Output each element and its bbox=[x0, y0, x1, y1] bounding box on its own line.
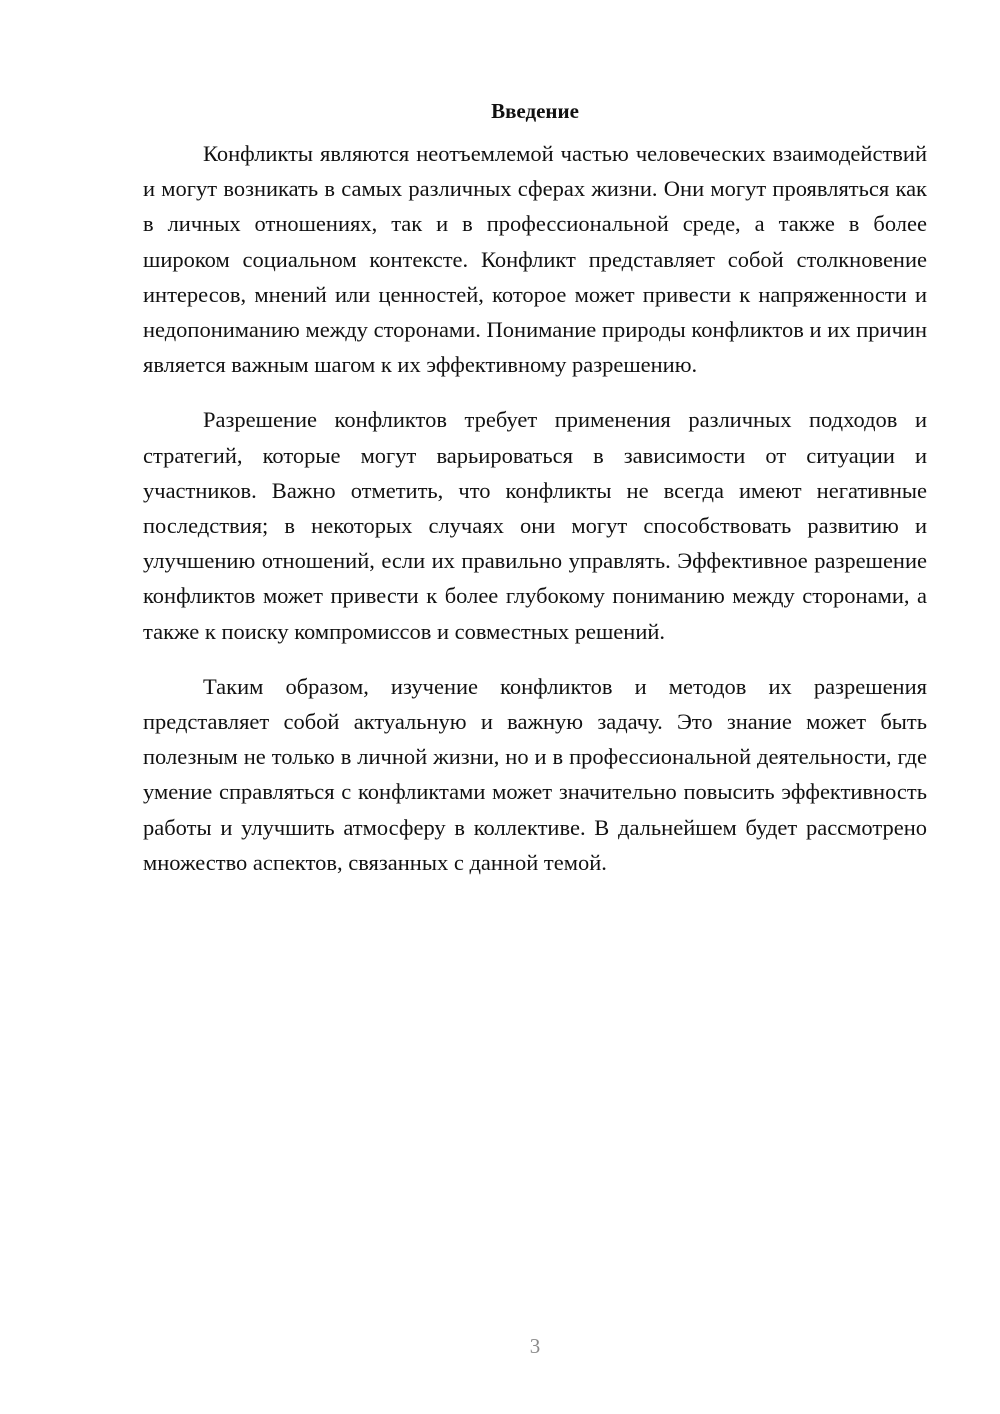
page-content bbox=[143, 96, 927, 900]
paragraph-2: Разрешение конфликтов требует применения различных подходов и стратегий, которые могут варьироваться в зависимости от ситуации и участников. Важно отметить, что конфликты не всегда имеют негативные последствия; в некоторых случаях они могут способствовать развитию и улучшению отношений, если их правильно управлять. Эффективное разрешение конфликтов может привести к более глубокому пониманию между сторонами, а также к поиску компромиссов и совместных решений. bbox=[143, 407, 927, 644]
paragraph-1: Конфликты являются неотъемлемой частью человеческих взаимодействий и могут возникать в самых различных сферах жизни. Они могут проявляться как в личных отношениях, так и в профессиональной среде, а также в более широком социальном контексте. Конфликт представляет собой столкновение интересов, мнений или ценностей, которое может привести к напряженности и недопониманию между сторонами. Понимание природы конфликтов и их причин является важным шагом к их эффективному разрешению. bbox=[143, 141, 927, 378]
page-number: 3 bbox=[529, 1334, 541, 1358]
page-title: Введение bbox=[491, 99, 579, 123]
paragraph-3: Таким образом, изучение конфликтов и методов их разрешения представляет собой актуальную и важную задачу. Это знание может быть полезным не только в личной жизни, но и в профессиональной деятельности, где умение справляться с конфликтами может значительно повысить эффективность работы и улучшить атмосферу в коллективе. В дальнейшем будет рассмотрено множество аспектов, связанных с данной темой. bbox=[143, 673, 927, 875]
